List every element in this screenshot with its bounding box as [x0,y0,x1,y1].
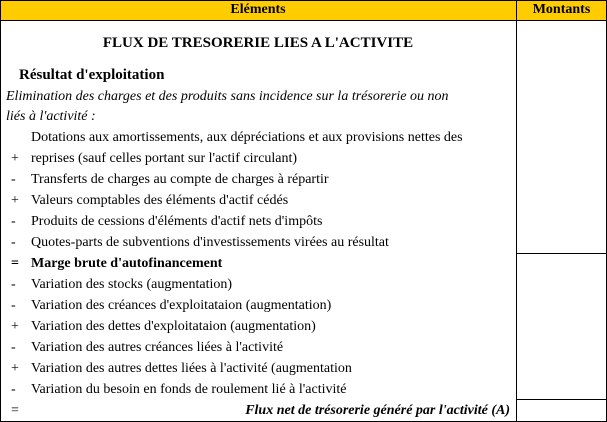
list-item [0,232,516,253]
row-label: Quotes-parts de subventions d'investissements virées au résultat [31,235,389,250]
row-label: Variation des autres créances liées à l'activité [31,340,284,355]
row-label: Transferts de charges au compte de charges à répartir [31,172,329,187]
list-item [0,295,516,316]
row-sign: = [11,403,19,418]
list-item [0,316,516,337]
column-header-montants: Montants [516,0,607,20]
row-sign: + [11,361,19,376]
row-label: Variation des créances d'exploitataion (augmentation) [31,298,332,313]
list-item [0,337,516,358]
row-sign: - [11,382,16,397]
row-label: Marge brute d'autofinancement [31,256,223,271]
list-item [0,148,516,169]
row-label: Valeurs comptables des éléments d'actif cédés [31,193,289,208]
elimination-row-2 [0,106,516,127]
total-row [0,400,516,421]
row-label: Variation des autres dettes liées à l'activité (augmentation [31,361,352,376]
row-sign: - [11,277,16,292]
column-divider [516,0,517,422]
resultat-row [0,65,516,86]
list-item [0,169,516,190]
elimination-row-1 [0,86,516,107]
montants-divider-bfr [516,399,607,400]
resultat-label: Résultat d'exploitation [19,67,165,83]
row-label: Variation du besoin en fonds de roulement lié à l'activité [31,382,347,397]
row-sign: - [11,214,16,229]
row-sign: + [11,193,19,208]
total-label: Flux net de trésorerie généré par l'activité (A) [245,403,510,418]
montants-divider-mba [516,253,607,254]
dotations-text: Dotations aux amortissements, aux dépréciations et aux provisions nettes des [31,130,463,145]
row-label: Variation des dettes d'exploitataion (augmentation) [31,319,316,334]
list-item [0,379,516,400]
row-sign: - [11,235,16,250]
list-item [0,211,516,232]
dotations-row [0,127,516,148]
elimination-text-2: liés à l'activité : [6,109,96,124]
row-label: Variation des stocks (augmentation) [31,277,233,292]
column-header-elements: Eléments [0,0,516,20]
row-sign: - [11,340,16,355]
list-item [0,274,516,295]
row-sign: - [11,298,16,313]
list-item [0,190,516,211]
row-sign: + [11,319,19,334]
row-label: Produits de cessions d'éléments d'actif nets d'impôts [31,214,323,229]
elimination-text-1: Elimination des charges et des produits sans incidence sur la trésorerie ou non [6,89,449,104]
section-title: FLUX DE TRESORERIE LIES A L'ACTIVITE [102,35,414,51]
row-sign: = [11,256,19,271]
row-sign: + [11,151,19,166]
mba-row [0,253,516,274]
row-label: reprises (sauf celles portant sur l'actif circulant) [31,151,298,166]
row-sign: - [11,172,16,187]
list-item [0,358,516,379]
